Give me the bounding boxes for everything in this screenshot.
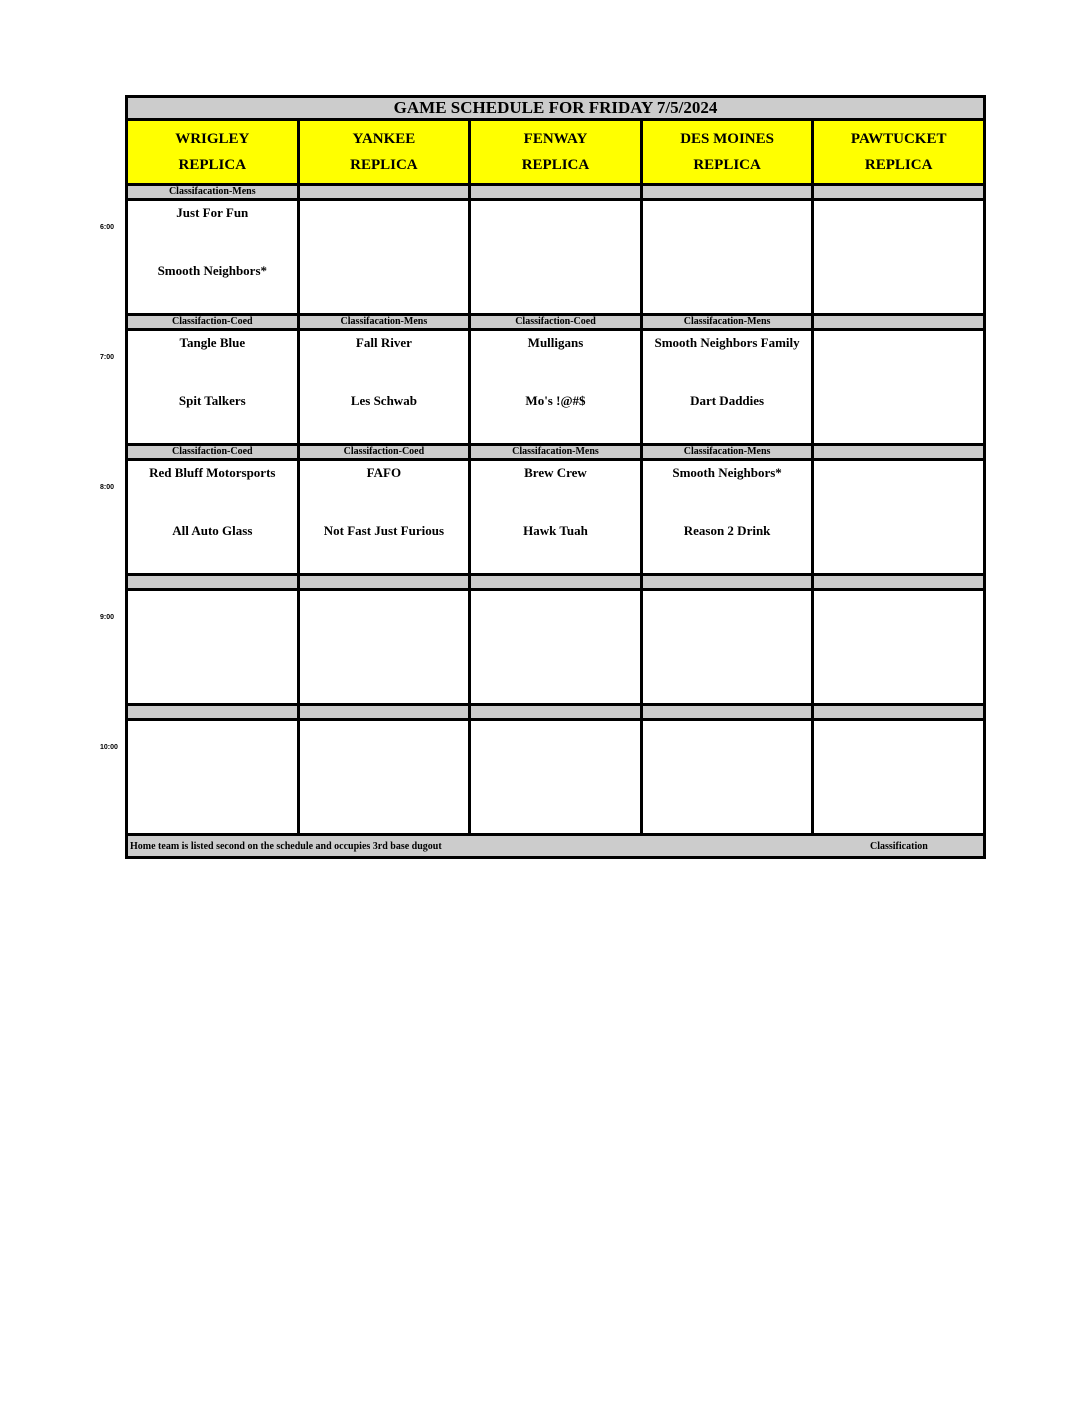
game-cell: [298, 460, 470, 575]
game-cell: [813, 200, 985, 315]
away-team: [471, 206, 640, 221]
game-cell: [813, 720, 985, 835]
classification-cell: [470, 185, 642, 200]
game-cell: [470, 590, 642, 705]
classification-cell: Classifaction-Coed: [127, 445, 299, 460]
footer-cell: [127, 835, 985, 858]
game-cell: [127, 460, 299, 575]
home-team: [814, 393, 983, 408]
away-team: [128, 596, 297, 611]
game-cell: [127, 200, 299, 315]
game-cell: [298, 590, 470, 705]
classification-row: [127, 705, 985, 720]
game-cell: [127, 720, 299, 835]
field-name: WRIGLEY: [175, 131, 250, 147]
home-team: [643, 653, 812, 668]
home-team-note: Home team is listed second on the schedule and occupies 3rd base dugout: [130, 840, 442, 852]
field-subtitle: REPLICA: [521, 157, 590, 173]
game-row: [127, 330, 985, 445]
game-cell: [470, 330, 642, 445]
game-cell: [641, 330, 813, 445]
home-team: [814, 523, 983, 538]
home-team: Spit Talkers: [178, 393, 246, 408]
classification-cell: Classifaction-Coed: [127, 315, 299, 330]
away-team: [643, 726, 812, 741]
away-team: [643, 206, 812, 221]
away-team: [814, 206, 983, 221]
away-team: [471, 726, 640, 741]
time-label: 6:00: [100, 223, 115, 231]
field-header-cell: [127, 120, 299, 185]
home-team: [128, 653, 297, 668]
classification-cell: Classifaction-Coed: [470, 315, 642, 330]
classification-cell: [813, 185, 985, 200]
classification-cell: Classifacation-Mens: [127, 185, 299, 200]
classification-cell: Classifacation-Mens: [298, 315, 470, 330]
home-team: [128, 783, 297, 798]
classification-cell: [127, 705, 299, 720]
game-cell: [813, 460, 985, 575]
home-team: Hawk Tuah: [523, 523, 588, 538]
away-team: Brew Crew: [524, 465, 587, 480]
classification-cell: [470, 705, 642, 720]
time-label: 7:00: [100, 353, 115, 361]
field-header-cell: [298, 120, 470, 185]
classification-row: [127, 185, 985, 200]
away-team: [471, 596, 640, 611]
game-row: [127, 460, 985, 575]
game-cell: [813, 590, 985, 705]
away-team: [814, 596, 983, 611]
classification-cell: [813, 575, 985, 590]
classification-row: [127, 445, 985, 460]
field-name: PAWTUCKET: [850, 131, 947, 147]
away-team: Red Bluff Motorsports: [149, 465, 276, 480]
away-team: Just For Fun: [176, 205, 249, 220]
game-cell: [470, 200, 642, 315]
classification-cell: [298, 705, 470, 720]
classification-cell: Classifaction-Coed: [298, 445, 470, 460]
schedule-title: GAME SCHEDULE FOR FRIDAY 7/5/2024: [127, 97, 985, 120]
classification-cell: Classifacation-Mens: [641, 445, 813, 460]
home-team: [471, 653, 640, 668]
classification-cell: [813, 445, 985, 460]
away-team: [300, 206, 469, 221]
game-cell: [470, 460, 642, 575]
home-team: [814, 653, 983, 668]
away-team: Smooth Neighbors*: [672, 465, 782, 480]
home-team: Les Schwab: [350, 393, 417, 408]
classification-cell: Classifacation-Mens: [470, 445, 642, 460]
classification-cell: Classifacation-Mens: [641, 315, 813, 330]
game-cell: [127, 590, 299, 705]
game-row: [127, 720, 985, 835]
classification-cell: [127, 575, 299, 590]
classification-row: [127, 575, 985, 590]
classification-cell: [813, 315, 985, 330]
field-header-row: [127, 120, 985, 185]
title-row: [127, 97, 985, 120]
away-team: [814, 726, 983, 741]
field-header-cell: [470, 120, 642, 185]
classification-cell: [813, 705, 985, 720]
home-team: [471, 263, 640, 278]
game-cell: [641, 200, 813, 315]
away-team: Smooth Neighbors Family: [654, 335, 800, 350]
classification-cell: [641, 185, 813, 200]
game-cell: [298, 720, 470, 835]
field-subtitle: REPLICA: [864, 157, 933, 173]
away-team: [643, 596, 812, 611]
game-cell: [470, 720, 642, 835]
game-cell: [298, 200, 470, 315]
classification-row: [127, 315, 985, 330]
home-team: Mo's !@#$: [525, 393, 586, 408]
home-team: Dart Daddies: [690, 393, 765, 408]
game-cell: [641, 460, 813, 575]
game-cell: [298, 330, 470, 445]
home-team: [643, 783, 812, 798]
home-team: [300, 263, 469, 278]
time-label: 8:00: [100, 483, 115, 491]
home-team: [300, 783, 469, 798]
home-team: [643, 263, 812, 278]
field-header-cell: [641, 120, 813, 185]
field-name: DES MOINES: [680, 131, 774, 147]
footer-row: [127, 835, 985, 858]
field-name: YANKEE: [352, 131, 416, 147]
classification-cell: [641, 575, 813, 590]
game-cell: [127, 330, 299, 445]
away-team: [814, 466, 983, 481]
home-team: Not Fast Just Furious: [323, 523, 445, 538]
away-team: Mulligans: [527, 335, 584, 350]
classification-cell: [470, 575, 642, 590]
home-team: [300, 653, 469, 668]
away-team: Tangle Blue: [179, 335, 246, 350]
away-team: FAFO: [366, 465, 402, 480]
game-cell: [641, 720, 813, 835]
game-cell: [813, 330, 985, 445]
time-slots: [127, 185, 985, 835]
field-name: FENWAY: [523, 131, 588, 147]
classification-cell: [298, 575, 470, 590]
game-row: [127, 200, 985, 315]
away-team: [300, 726, 469, 741]
time-label: 9:00: [100, 613, 115, 621]
game-row: [127, 590, 985, 705]
away-team: Fall River: [355, 335, 412, 350]
classification-cell: [298, 185, 470, 200]
home-team: [814, 263, 983, 278]
classification-cell: [641, 705, 813, 720]
field-subtitle: REPLICA: [350, 157, 418, 173]
away-team: [128, 726, 297, 741]
schedule-table: [125, 95, 986, 859]
field-subtitle: REPLICA: [178, 157, 247, 173]
home-team: Smooth Neighbors*: [157, 263, 268, 278]
away-team: [300, 596, 469, 611]
field-subtitle: REPLICA: [693, 157, 761, 173]
away-team: [814, 336, 983, 351]
home-team: [814, 783, 983, 798]
time-label: 10:00: [100, 743, 118, 751]
home-team: Reason 2 Drink: [683, 523, 771, 538]
game-cell: [641, 590, 813, 705]
home-team: All Auto Glass: [172, 523, 253, 538]
field-header-cell: [813, 120, 985, 185]
home-team: [471, 783, 640, 798]
classification-label: Classification: [870, 841, 928, 852]
schedule-sheet: [125, 95, 986, 859]
